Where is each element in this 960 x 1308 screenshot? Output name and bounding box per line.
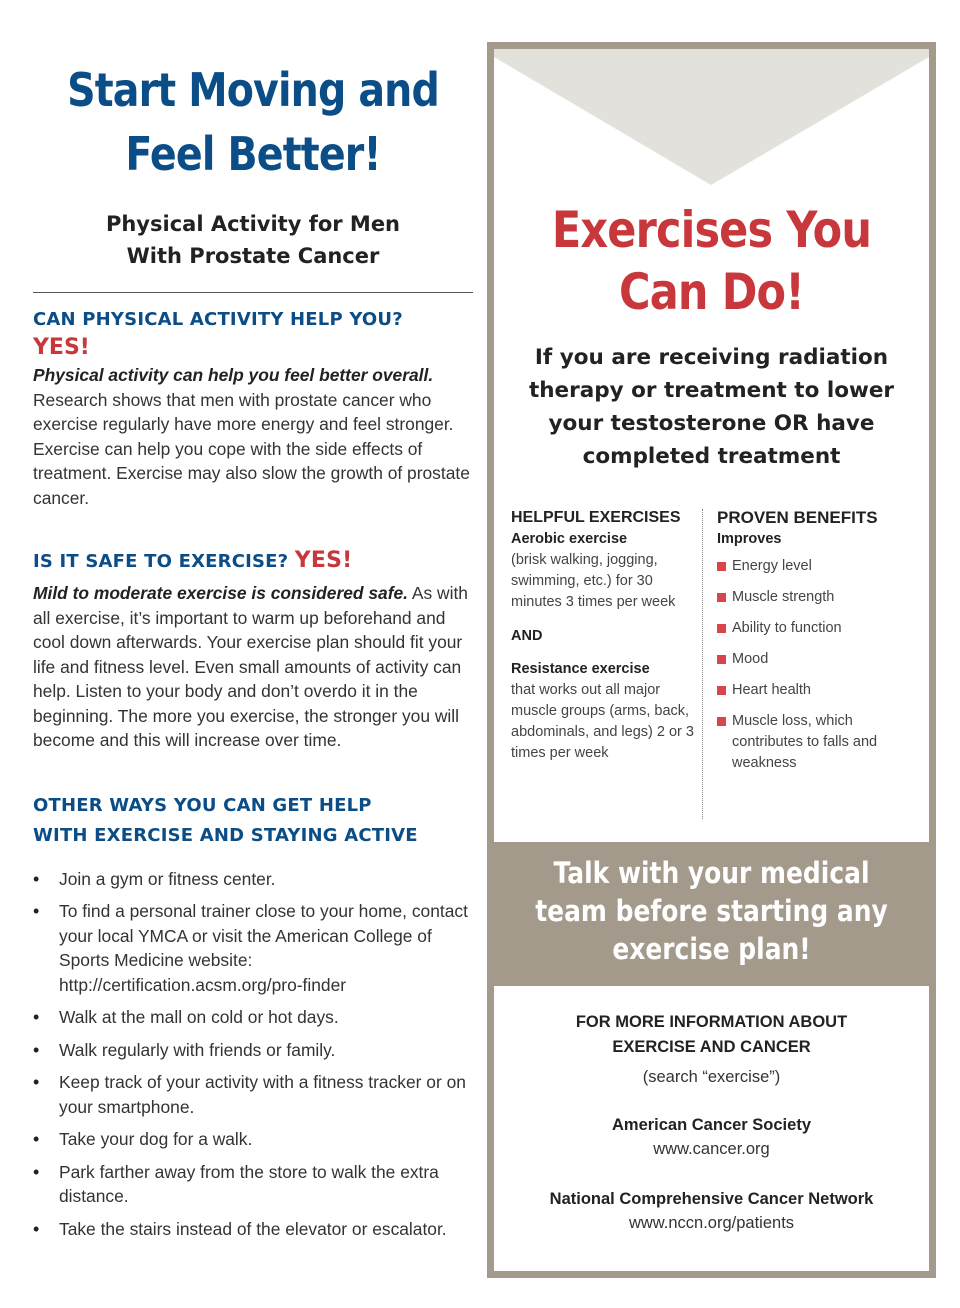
org-nccn-url[interactable]: www.nccn.org/patients: [628, 1214, 795, 1232]
yes-label: YES!: [33, 335, 90, 360]
exercises-title: [524, 199, 898, 323]
list-item: Muscle loss, which contributes to falls and weakness: [717, 711, 922, 774]
section-safe-body: As with all exercise, it’s important to warm up beforehand and cool down afterwards. Your exercise plan should fit your life and fitness level. Even small amounts of activity can help. Listen to your body and don’t overdo it in the beginning. The more you exercise, the stronger you will become and this will increase over time.: [33, 583, 468, 750]
aerobic-body: (brisk walking, jogging, swimming, etc.) for 30 minutes 3 times per week: [511, 552, 676, 610]
main-title-line2: Feel Better!: [125, 127, 381, 181]
section-can-help-heading: CAN PHYSICAL ACTIVITY HELP YOU?: [33, 309, 403, 330]
section-can-help-body: Research shows that men with prostate cancer who exercise regularly have more energy and feel stronger. Exercise can help you cope with the side effects of treatment. Exercise may also slow the growth of prostate cancer.: [33, 389, 470, 508]
org-acs-url[interactable]: www.cancer.org: [653, 1140, 770, 1158]
list-item: Heart health: [717, 680, 922, 701]
aerobic-heading: Aerobic exercise: [511, 531, 628, 547]
main-title: [64, 58, 442, 186]
section-other-ways-heading-line2: WITH EXERCISE AND STAYING ACTIVE: [33, 824, 418, 846]
section-other-ways-heading: [33, 791, 473, 851]
section-other-ways-heading-line1: OTHER WAYS YOU CAN GET HELP: [33, 794, 372, 816]
section-safe-text: [33, 581, 473, 753]
helpful-exercises: [511, 507, 696, 764]
resistance-heading: Resistance exercise: [511, 661, 650, 677]
list-item: • Walk regularly with friends or family.: [33, 1038, 473, 1063]
resistance-body: that works out all major muscle groups (arms, back, abdominals, and legs) 2 or 3 times per week: [511, 682, 694, 761]
exercises-title-line2: Can Do!: [618, 263, 804, 321]
more-info-heading-line2: EXERCISE AND CANCER: [612, 1038, 811, 1056]
org-nccn-name: National Comprehensive Cancer Network: [549, 1190, 874, 1208]
list-item: • Take the stairs instead of the elevator or escalator.: [33, 1217, 473, 1242]
section-can-help: [33, 305, 473, 510]
section-other-ways: [33, 791, 473, 1242]
list-item: Energy level: [717, 556, 922, 577]
panel-top-card: [494, 49, 929, 842]
proven-benefits-heading: PROVEN BENEFITS: [717, 508, 878, 527]
more-info-heading: [494, 1010, 929, 1060]
talk-line1: Talk with your medical: [553, 856, 870, 890]
subtitle: [33, 208, 473, 272]
yes-label: YES!: [294, 548, 353, 573]
section-safe: [33, 546, 473, 753]
benefits-list: [717, 556, 922, 774]
list-item: Mood: [717, 649, 922, 670]
and-label: AND: [511, 628, 543, 644]
main-title-line1: Start Moving and: [67, 63, 439, 117]
list-item: • Join a gym or fitness center.: [33, 867, 473, 892]
improves-label: Improves: [717, 531, 782, 547]
column-divider: [702, 509, 703, 819]
helpful-exercises-heading: HELPFUL EXERCISES: [511, 509, 681, 526]
divider: [33, 292, 473, 293]
other-ways-list: [33, 867, 473, 1242]
more-info-card: [494, 986, 929, 1271]
proven-benefits: [717, 507, 922, 784]
section-safe-heading-text: IS IT SAFE TO EXERCISE?: [33, 551, 289, 572]
section-safe-lead: Mild to moderate exercise is considered safe.: [33, 583, 409, 603]
search-hint: (search “exercise”): [642, 1068, 781, 1086]
talk-line3: exercise plan!: [612, 932, 811, 966]
list-item: • Keep track of your activity with a fitness tracker or on your smartphone.: [33, 1070, 473, 1119]
subtitle-line2: With Prostate Cancer: [126, 244, 380, 268]
list-item: Muscle strength: [717, 587, 922, 608]
section-can-help-lead: Physical activity can help you feel better overall.: [33, 365, 434, 385]
list-item: • Take your dog for a walk.: [33, 1127, 473, 1152]
chevron-banner: [494, 49, 929, 189]
org-acs-name: American Cancer Society: [611, 1116, 811, 1134]
treatment-condition: If you are receiving radiation therapy or treatment to lower your testosterone OR have completed treatment: [528, 345, 895, 469]
more-info-heading-line1: FOR MORE INFORMATION ABOUT: [575, 1013, 848, 1031]
talk-with-team-banner: [518, 854, 904, 968]
exercise-panel: [487, 42, 936, 1278]
section-can-help-text: [33, 363, 473, 510]
list-item: • Walk at the mall on cold or hot days.: [33, 1005, 473, 1030]
left-column: [33, 58, 473, 1249]
talk-line2: team before starting any: [535, 894, 888, 928]
subtitle-line1: Physical Activity for Men: [105, 212, 401, 236]
list-item: • To find a personal trainer close to your home, contact your local YMCA or visit the American College of Sports Medicine website: http://certification.acsm.org/pro-finder: [33, 899, 473, 997]
list-item: Ability to function: [717, 618, 922, 639]
section-safe-heading: [33, 546, 473, 577]
list-item: • Park farther away from the store to walk the extra distance.: [33, 1160, 473, 1209]
exercises-title-line1: Exercises You: [551, 201, 872, 259]
